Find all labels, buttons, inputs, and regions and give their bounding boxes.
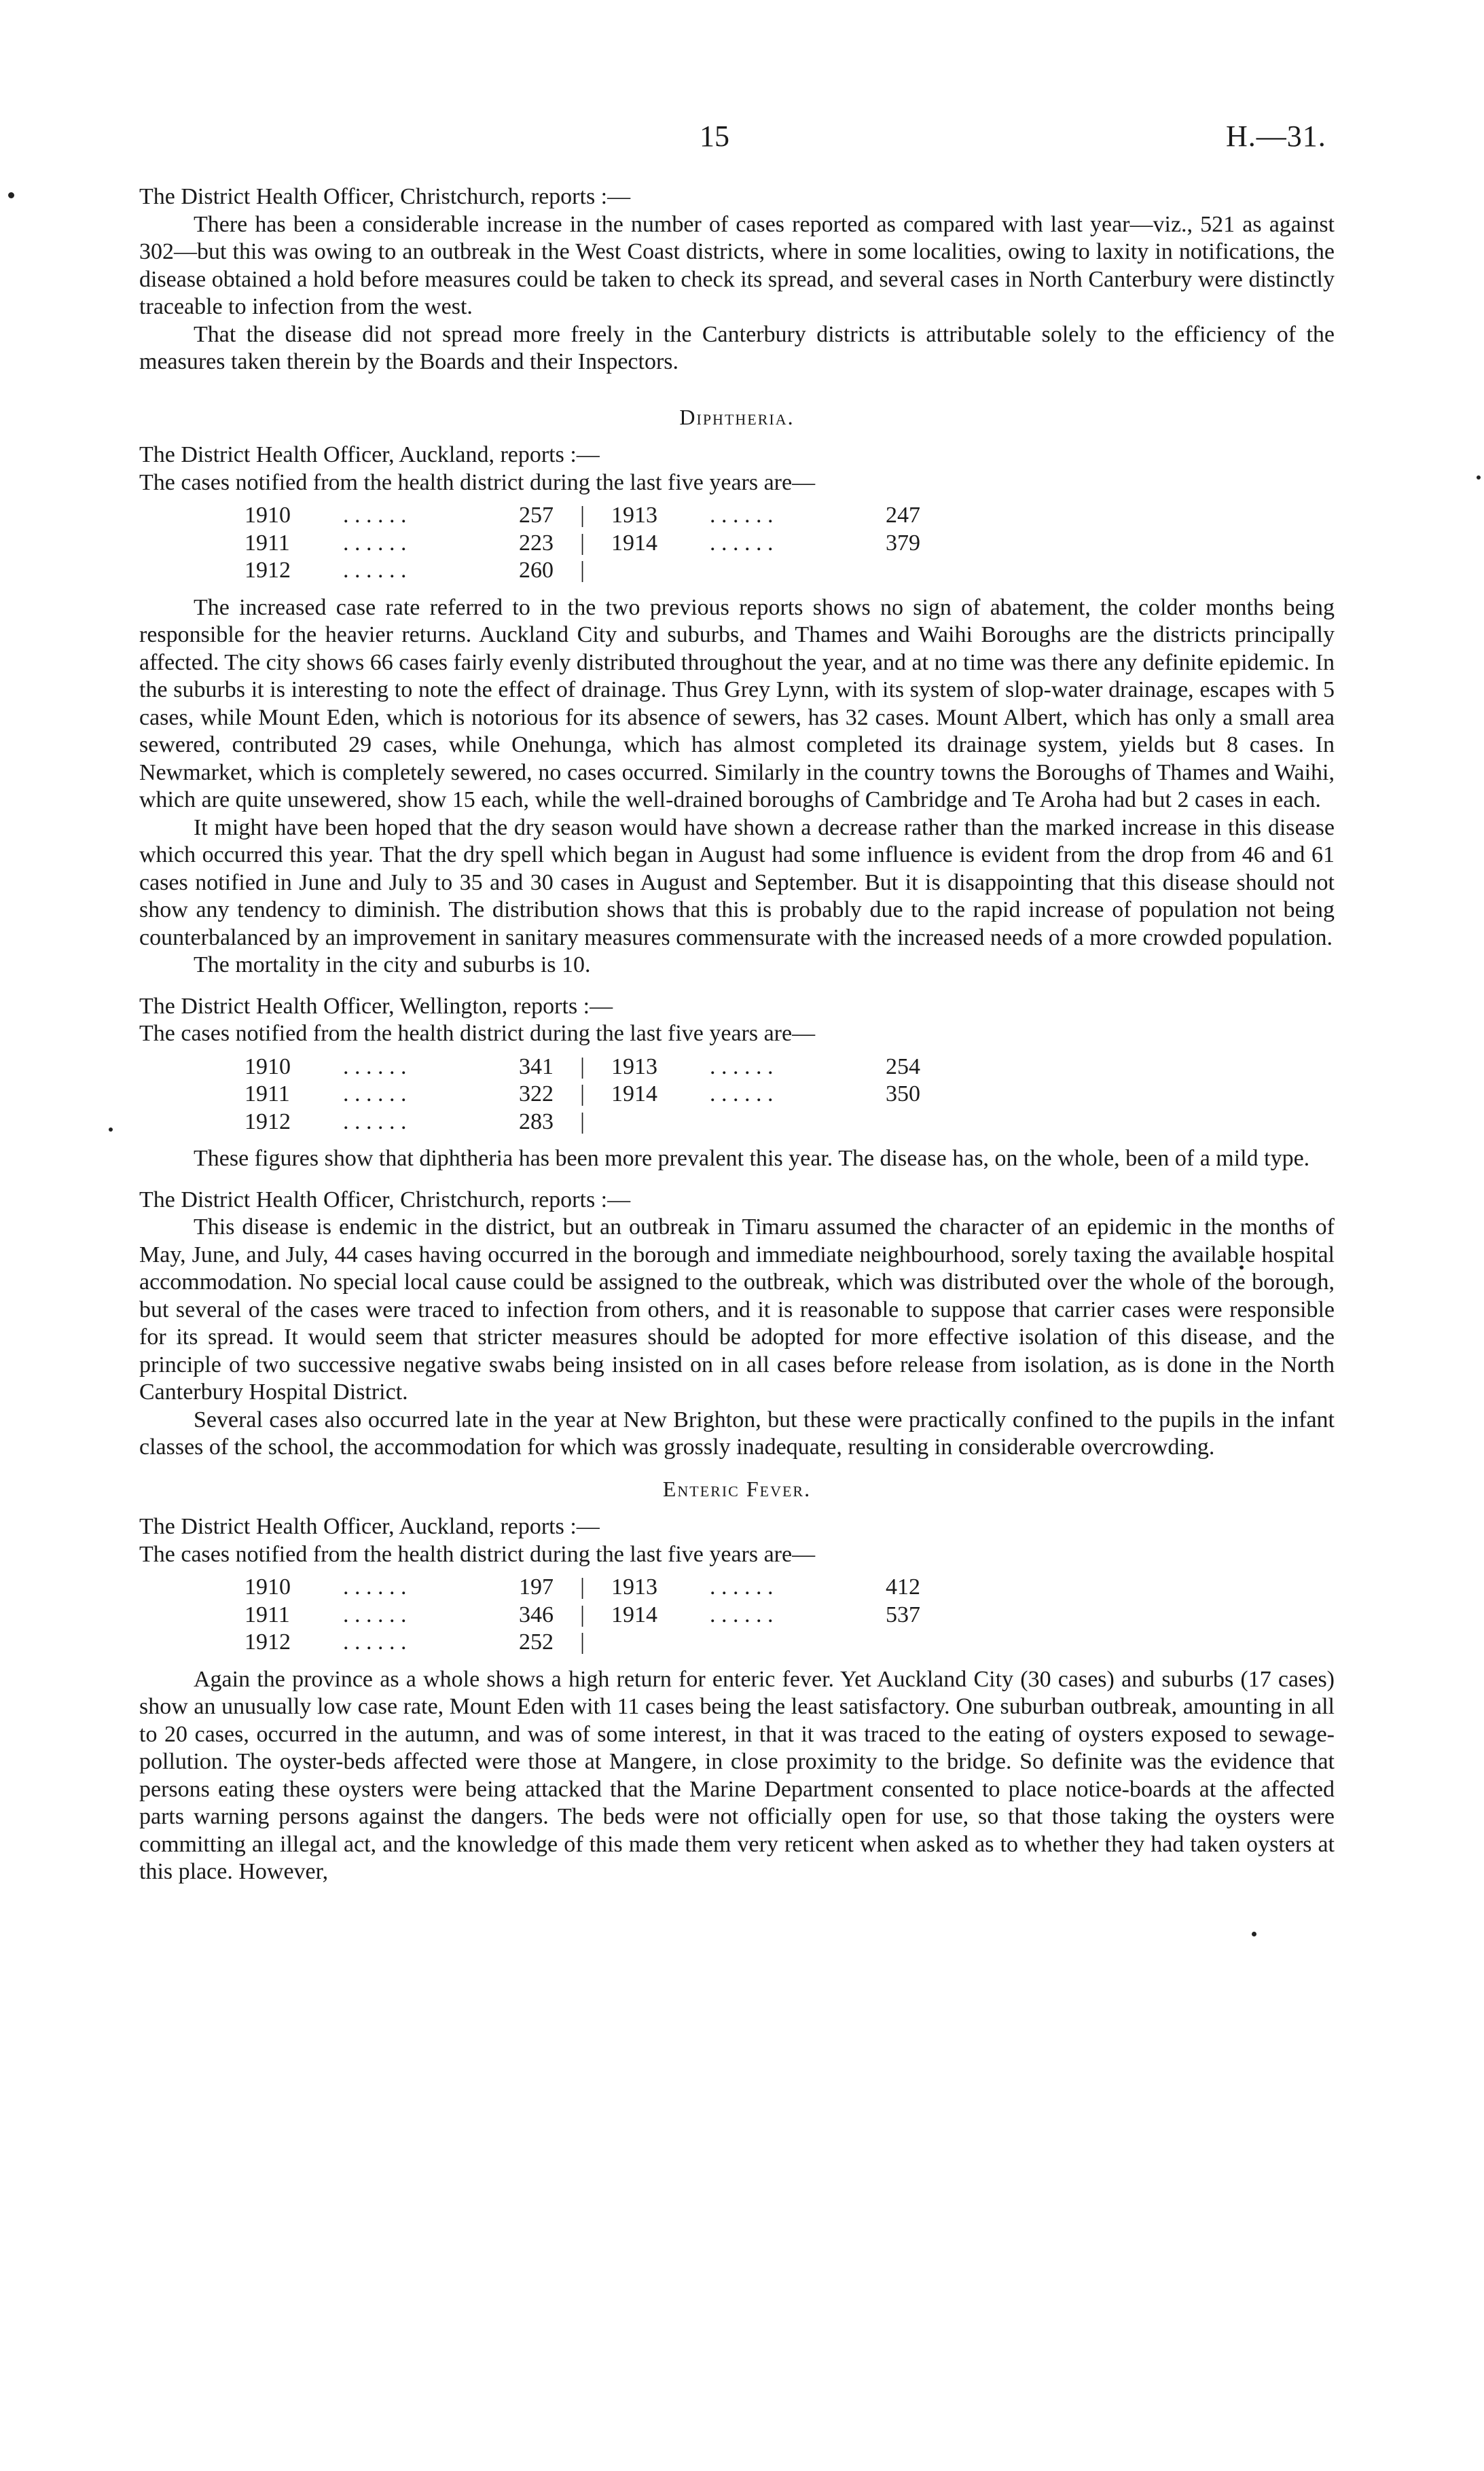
- year-cell: 1910: [245, 1574, 291, 1600]
- report-intro: The District Health Officer, Auckland, reports :—: [139, 1514, 600, 1539]
- table-row: [245, 1602, 920, 1629]
- year-cell: 1914: [611, 530, 657, 556]
- value-cell: 197: [519, 1574, 554, 1600]
- paragraph: The mortality in the city and suburbs is 10.: [194, 952, 591, 977]
- cases-intro: The cases notified from the health district during the last five years are—: [139, 1021, 816, 1046]
- year-cell: 1912: [245, 1108, 291, 1134]
- year-cell: 1912: [245, 1629, 291, 1655]
- leader-dots: . . . . . .: [343, 1108, 407, 1134]
- year-cell: 1911: [245, 530, 290, 556]
- paragraph: The increased case rate referred to in the two previous reports shows no sign of abatement, the colder months being responsible for the heavier returns. Auckland City and suburbs, and Thames and Waihi Boroughs are the districts principally affected. The city shows 66 cases fairly evenly distributed throughout the year, and at no time was there any definite epidemic. In the suburbs it is interesting to note the effect of drainage. Thus Grey Lynn, with its system of slop-water drainage, escapes with 5 cases, while Mount Eden, which is notorious for its absence of sewers, has 32 cases. Mount Albert, which has only a small area sewered, contributed 29 cases, while Onehunga, which has almost completed its drainage system, yields but 8 cases. In Newmarket, which is completely sewered, no cases occurred. Similarly in the country towns the Boroughs of Thames and Waihi, which are quite unsewered, show 15 each, while the well-drained boroughs of Cambridge and Te Aroha had but 2 cases in each.: [139, 594, 1335, 812]
- scan-speck: [1477, 475, 1481, 480]
- value-cell: 537: [886, 1602, 920, 1627]
- year-cell: 1913: [611, 1574, 657, 1600]
- cases-table: [245, 1574, 920, 1657]
- paragraph: That the disease did not spread more freely in the Canterbury districts is attributable solely to the efficiency of the measures taken therein by the Boards and their Inspectors.: [139, 321, 1335, 374]
- scan-speck: [8, 192, 14, 198]
- leader-dots: . . . . . .: [710, 1602, 774, 1627]
- value-cell: 223: [519, 530, 554, 556]
- table-row: [245, 557, 920, 585]
- year-cell: 1910: [245, 1053, 291, 1079]
- value-cell: 379: [886, 530, 920, 556]
- page-body: [139, 183, 1335, 1886]
- year-cell: 1913: [611, 1053, 657, 1079]
- value-cell: 257: [519, 503, 554, 528]
- value-cell: 346: [519, 1602, 554, 1627]
- document-reference: H.—31.: [1226, 120, 1326, 153]
- paragraph: This disease is endemic in the district, but an outbreak in Timaru assumed the character of an epidemic in the months of May, June, and July, 44 cases having occurred in the borough and immediate neighbourhood, sorely taxing the available hospital accommodation. No special local cause could be assigned to the outbreak, which was distributed over the whole of the borough, but several of the cases were traced to infection from others, and it is reasonable to suppose that carrier cases were responsible for its spread. It would seem that stricter measures should be adopted for more effective isolation of this disease, and the principle of two successive negative swabs being insisted on in all cases before release from isolation, as is done in the North Canterbury Hospital District.: [139, 1214, 1335, 1405]
- page-number: 15: [700, 120, 729, 153]
- leader-dots: . . . . . .: [343, 1574, 407, 1600]
- paragraph: Again the province as a whole shows a high return for enteric fever. Yet Auckland City (30 cases) and suburbs (17 cases) show an unusually low case rate, Mount Eden with 11 cases being the least satisfactory. One suburban outbreak, amounting in all to 20 cases, occurred in the autumn, and was of some interest, in that it was traced to the eating of oysters exposed to sewage-pollution. The oyster-beds affected were those at Mangere, in close proximity to the bridge. So definite was the evidence that persons eating these oysters were being attacked that the Marine Department consented to place notice-boards at the affected parts warning persons against the dangers. The beds were not officially open for use, so that those taking the oysters were committing an illegal act, and the knowledge of this made them very reticent when asked as to whether they had taken oysters at this place. However,: [139, 1666, 1335, 1884]
- table-row: [245, 530, 920, 558]
- year-cell: 1912: [245, 558, 291, 583]
- paragraph: There has been a considerable increase in the number of cases reported as compared with last year—viz., 521 as against 302—but this was owing to an outbreak in the West Coast districts, where in some localities, owing to laxity in notifications, the disease obtained a hold before measures could be taken to check its spread, and several cases in North Canterbury were distinctly traceable to infection from the west.: [139, 211, 1335, 319]
- column-separator: |: [580, 1081, 585, 1106]
- spacer: [139, 979, 1335, 993]
- table-row: [245, 1629, 920, 1657]
- leader-dots: . . . . . .: [710, 1081, 774, 1106]
- value-cell: 350: [886, 1081, 920, 1106]
- leader-dots: . . . . . .: [343, 1053, 407, 1079]
- paragraph: It might have been hoped that the dry season would have shown a decrease rather than the marked increase in this disease which occurred this year. That the dry spell which began in August had some influence is evident from the drop from 46 and 61 cases notified in June and July to 35 and 30 cases in August and September. But it is disappointing that this disease should not show any tendency to diminish. The distribution shows that this is probably due to the rapid increase of population not being counterbalanced by an improvement in sanitary measures commensurate with the increased needs of a more crowded population.: [139, 814, 1335, 950]
- leader-dots: . . . . . .: [710, 1053, 774, 1079]
- year-cell: 1911: [245, 1602, 290, 1627]
- value-cell: 341: [519, 1053, 554, 1079]
- value-cell: 254: [886, 1053, 920, 1079]
- value-cell: 252: [519, 1629, 554, 1655]
- table-row: [245, 502, 920, 530]
- leader-dots: . . . . . .: [710, 530, 774, 556]
- leader-dots: . . . . . .: [343, 1081, 407, 1106]
- year-cell: 1914: [611, 1602, 657, 1627]
- paragraph: These figures show that diphtheria has been more prevalent this year. The disease has, on the whole, been of a mild type.: [194, 1146, 1310, 1171]
- table-row: [245, 1574, 920, 1602]
- value-cell: 260: [519, 558, 554, 583]
- scan-speck: [1252, 1932, 1256, 1936]
- column-separator: |: [580, 1629, 585, 1655]
- leader-dots: . . . . . .: [343, 1602, 407, 1627]
- report-intro: The District Health Officer, Auckland, reports :—: [139, 442, 600, 467]
- leader-dots: . . . . . .: [343, 530, 407, 556]
- leader-dots: . . . . . .: [343, 1629, 407, 1655]
- table-row: [245, 1108, 920, 1136]
- column-separator: |: [580, 1602, 585, 1627]
- cases-table: [245, 1053, 920, 1136]
- cases-table: [245, 502, 920, 585]
- cases-intro: The cases notified from the health district during the last five years are—: [139, 469, 816, 495]
- table-row: [245, 1081, 920, 1108]
- table-row: [245, 1053, 920, 1081]
- scan-speck: [109, 1128, 113, 1132]
- section-heading-diphtheria: Diphtheria.: [679, 404, 795, 429]
- spacer: [139, 1462, 1335, 1475]
- year-cell: 1910: [245, 503, 291, 528]
- value-cell: 283: [519, 1108, 554, 1134]
- column-separator: |: [580, 503, 585, 528]
- value-cell: 247: [886, 503, 920, 528]
- report-intro: The District Health Officer, Wellington, reports :—: [139, 993, 613, 1019]
- report-intro: The District Health Officer, Christchurch, reports :—: [139, 1187, 631, 1212]
- spacer: [139, 376, 1335, 403]
- value-cell: 322: [519, 1081, 554, 1106]
- year-cell: 1911: [245, 1081, 290, 1106]
- cases-intro: The cases notified from the health district during the last five years are—: [139, 1541, 816, 1567]
- leader-dots: . . . . . .: [710, 503, 774, 528]
- year-cell: 1913: [611, 503, 657, 528]
- value-cell: 412: [886, 1574, 920, 1600]
- spacer: [139, 1173, 1335, 1187]
- column-separator: |: [580, 1108, 585, 1134]
- year-cell: 1914: [611, 1081, 657, 1106]
- column-separator: |: [580, 1053, 585, 1079]
- paragraph: Several cases also occurred late in the year at New Brighton, but these were practically confined to the pupils in the infant classes of the school, the accommodation for which was grossly inadequate, resulting in considerable overcrowding.: [139, 1407, 1335, 1460]
- column-separator: |: [580, 558, 585, 583]
- leader-dots: . . . . . .: [343, 503, 407, 528]
- column-separator: |: [580, 530, 585, 556]
- page-header: [0, 119, 1484, 160]
- column-separator: |: [580, 1574, 585, 1600]
- section-heading-enteric-fever: Enteric Fever.: [662, 1476, 812, 1501]
- leader-dots: . . . . . .: [343, 558, 407, 583]
- report-intro: The District Health Officer, Christchurch, reports :—: [139, 184, 631, 209]
- leader-dots: . . . . . .: [710, 1574, 774, 1600]
